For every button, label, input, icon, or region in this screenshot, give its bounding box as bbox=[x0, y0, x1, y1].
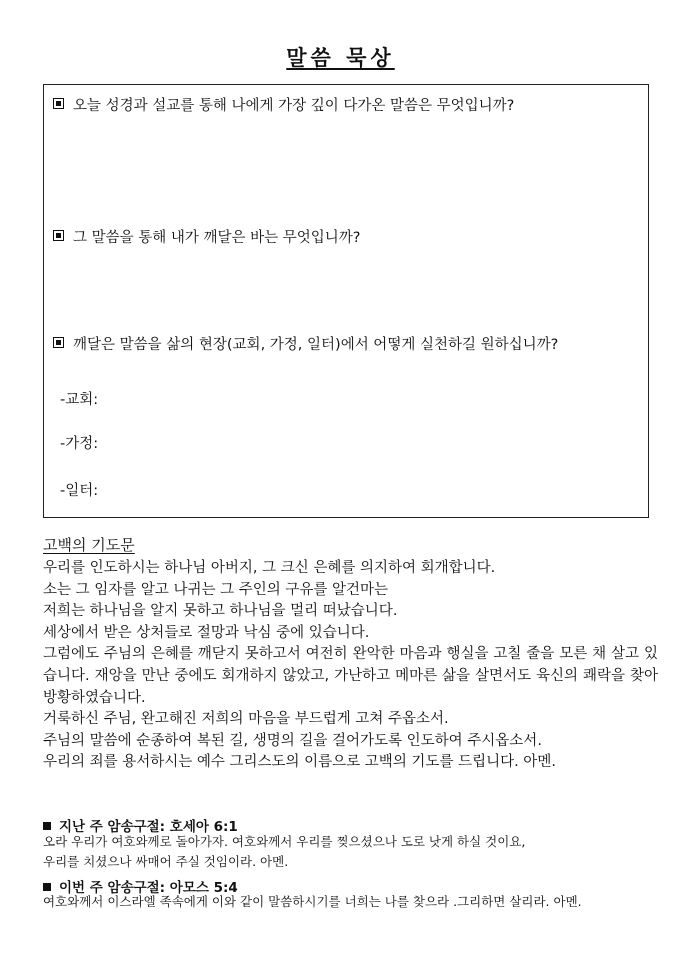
prayer-body bbox=[43, 558, 658, 774]
prayer-line: 세상에서 받은 상처들로 절망과 낙심 중에 있습니다. bbox=[43, 624, 370, 641]
church-label: -교회: bbox=[60, 392, 99, 408]
home-label: -가정: bbox=[60, 436, 99, 452]
bullet-icon bbox=[53, 98, 64, 109]
prayer-line: 소는 그 임자를 알고 나귀는 그 주인의 구유를 알건마는 bbox=[43, 581, 389, 598]
question-3: 깨달은 말씀을 삶의 현장(교회, 가정, 일터)에서 어떻게 실천하길 원하십니까? bbox=[53, 332, 641, 358]
prayer-line: 저희는 하나님을 알지 못하고 하나님을 멀리 떠났습니다. bbox=[43, 603, 398, 620]
prayer-title: 고백의 기도문 bbox=[43, 536, 135, 554]
square-bullet-icon bbox=[43, 822, 51, 830]
prayer-line: 거룩하신 주님, 완고해진 저희의 마음을 부드럽게 고쳐 주옵소서. bbox=[43, 711, 449, 728]
prayer-line: 그럼에도 주님의 은혜를 깨닫지 못하고서 여전히 완악한 마음과 행실을 고칠 줄을 모른 채 살고 있습니다. 재앙을 만난 중에도 회개하지 않았고, 가난하고 메마른 삶을 살면서도 육신의 쾌락을 찾아 방황하였습니다. bbox=[43, 646, 658, 706]
question-2: 그 말씀을 통해 내가 깨달은 바는 무엇입니까? bbox=[53, 225, 360, 251]
square-bullet-icon bbox=[43, 883, 51, 891]
last-week-verse-label: 지난 주 암송구절: 호세아 6:1 bbox=[43, 815, 238, 835]
work-label: -일터: bbox=[60, 483, 99, 499]
last-week-verse-text: 오라 우리가 여호와께로 돌아가자. 여호와께서 우리를 찢으셨으나 도로 낫게 하실 것이요, 우리를 치셨으나 싸매어 주실 것임이라. 아멘. bbox=[43, 834, 526, 869]
this-week-verse-label: 이번 주 암송구절: 아모스 5:4 bbox=[43, 876, 238, 896]
prayer-line: 우리의 죄를 용서하시는 예수 그리스도의 이름으로 고백의 기도를 드립니다. 아멘. bbox=[43, 754, 556, 771]
page-title: 말씀 묵상 bbox=[286, 46, 395, 70]
bullet-icon bbox=[53, 337, 64, 348]
meditation-box bbox=[43, 84, 649, 518]
this-week-verse-text: 여호와께서 이스라엘 족속에게 이와 같이 말씀하시기를 너희는 나를 찾으라 .그리하면 살리라. 아멘. bbox=[43, 894, 582, 909]
prayer-line: 우리를 인도하시는 하나님 아버지, 그 크신 은혜를 의지하여 회개합니다. bbox=[43, 560, 496, 576]
bullet-icon bbox=[53, 230, 64, 241]
prayer-line: 주님의 말씀에 순종하여 복된 길, 생명의 길을 걸어가도록 인도하여 주시옵소서. bbox=[43, 732, 542, 749]
question-1: 오늘 성경과 설교를 통해 나에게 가장 깊이 다가온 말씀은 무엇입니까? bbox=[53, 93, 514, 119]
